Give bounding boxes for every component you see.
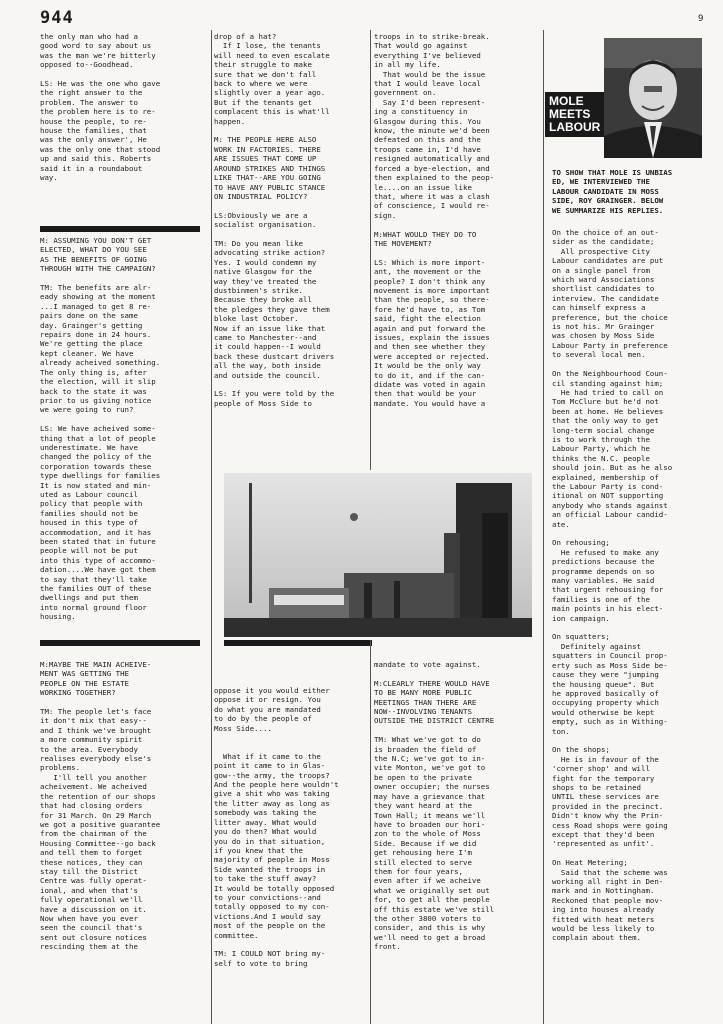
divider-bar [40, 226, 200, 232]
col3-top-text: troops in to strike-break. That would go against everything I've believed in all my life. That would be the issue that I would leave local government on. Say I'd been represent- ing a constituency in Glasgow during this. You know, the minute we'd been defeated on this and the troops came in, I'd have resigned automatically and forced a bye-election, and then explained to the peop- le....on an issue like that, where it was a clash of conscience, I would re- sign. M:WHAT WOULD THEY DO TO THE MOVEMENT? LS: Which is more import- ant, the movement or the people? I don't think any movement is more important than the people, so there- fore he'd have to, as Tom said, fight the election again and put forward the issues, explain the issues and then see whether they were accepted or rejected. It would be the only way to do it, and if the can- didate was voted in again then that would be your mandate. You would have a [374, 32, 495, 408]
divider-bar [224, 640, 372, 646]
col1-mid-text: M: ASSUMING YOU DON'T GET ELECTED, WHAT DO YOU SEE AS THE BENEFITS OF GOING THROUGH WITH THE CAMPAIGN? TM: The benefits are alr- eady showing at the moment ...I managed to get 8 re- pairs done on the same day. Grainger's getting repairs done in 24 hours. We're getting the place kept cleaner. We have already acheived something. The only thing is, after the election, will it slip back to the state it was prior to us giving notice we were going to run? LS: We have acheived some- thing that a lot of people underestimate. We have changed the policy of the corporation towards these type dwellings for families It is now stated and min- uted as Labour council policy that people with families should not be housed in this type of accommodation, and it has been stated that in future people will not be put into this type of accommo- dation....We have got them to say that they'll take the families OUT of these dwellings and put them into normal ground floor housing. [40, 236, 161, 622]
col1-top-text: the only man who had a good word to say about us was the man we're bitterly opposed to--Goodhead. LS: He was the one who gave the right answer to the problem. The answer to the problem here is to re- house the people, to re- house the families, that was the only answer', He was the only one that stood up and said this. Roberts said it in a roundabout way. [40, 32, 161, 183]
divider-bar [40, 640, 200, 646]
headline-box [545, 92, 607, 137]
column-rule [211, 30, 212, 1024]
column-rule [543, 30, 544, 1024]
col2-top-text: drop of a hat? If I lose, the tenants will need to even escalate their struggle to make sure that we don't fall back to where we were slightly over a year ago. But if the tenants get complacent this is what'll happen. M: THE PEOPLE HERE ALSO WORK IN FACTORIES. THERE ARE ISSUES THAT COME UP AROUND STRIKES AND THINGS LIKE THAT--ARE YOU GOING TO HAVE ANY PUBLIC STANCE ON INDUSTRIAL POLICY? LS:Obviously we are a socialist organisation. TM: Do you mean like advocating strike action? Yes. I would condemn my native Glasgow for the way they've treated the dustbinmen's strike. Because they broke all the pledges they gave them bloke last October. Now if an issue like that came to Manchester--and it could happen--I would back these dustcart drivers all the way, both inside and outside the council. LS: If you were told by the people of Moss Side to [214, 32, 335, 408]
col4-body-text: On the choice of an out- sider as the candidate; All prospective City Labour candidates are put on a single panel from which ward Associations shortlist candidates to interview. The candidate can himself express a preference, but the choice is not his. Mr Grainger was chosen by Moss Side Labour Party in preference to several local men. On the Neighbourhood Coun- cil standing against him; He had tried to call on Tom McClure but he'd not been at home. He believes that the only way to get long-term social change is to work through the Labour Party, which he thinks the N.C. people should join. But as he also explained, membership of the Labour Party is cond- itional on NOT supporting anybody who stands against an official Labour candid- ate. On rehousing; He refused to make any predictions because the programme depends on so many variables. He said that urgent rehousing for families is one of the main points in his elect- ion campaign. On squatters; Definitely against squatters in Council prop- erty such as Moss Side be- cause they were "jumping the housing queue". But he approved basically of occupying property which would otherwise be kept empty, such as in Withing- ton. On the shops; He is in favour of the 'corner shop' and will fight for the temporary shops to be retained UNTIL these services are provided in the precinct. Didn't know why the Prin- cess Road shops were going except that they'd been 'represented as unfit'. On Heat Metering; Said that the scheme was working all right in Den- mark and in Nottingham. Reckoned that people mov- ing into houses already fitted with heat meters would be less likely to complain about them. [552, 228, 673, 943]
headline-line-3: LABOUR [549, 120, 601, 134]
page-number: 944 [40, 8, 74, 28]
headline-line-2: MEETS [549, 107, 591, 121]
col3-bottom-text: mandate to vote against. M:CLEARLY THERE WOULD HAVE TO BE MANY MORE PUBLIC MEETINGS THAN THERE ARE NOW--INVOLVING TENANTS OUTSIDE THE DISTRICT CENTRE TM: What we've got to do is broaden the field of the N.C; we've got to in- vite Monton, we've got to be open to the private owner occupier; the nurses may have a grievance that they want heard at the Town Hall; it means we'll have to broaden our hori- zon to the whole of Moss Side. Because if we did get rehousing here I'm still elected to serve them for four years, even after if we acheive what we originally set out for, to get all the people off this estate we've still the other 3800 voters to consider, and this is why we'll need to get a broad front. [374, 660, 495, 952]
col2-bottom-text: oppose it you would either oppose it or resign. You do what you are mandated to do by the people of Moss Side.... What if it came to the point it came to in Glas- gow--the army, the troops? And the people here wouldn't give a shit who was taking the litter away as long as somebody was taking the litter away. What would you do then? What would you do in that situation, if you knew that the majority of people in Moss Side wanted the troops in to take the stuff away? It would be totally opposed to your convictions--and totally opposed to my con- victions.And I would say most of the people on the committee. TM: I COULD NOT bring my- self to vote to bring [214, 686, 339, 968]
corner-mark: 9 [698, 14, 704, 24]
estate-photo [224, 473, 532, 637]
portrait-photo [604, 38, 702, 158]
col1-bottom-text: M:MAYBE THE MAIN ACHEIVE- MENT WAS GETTING THE PEOPLE ON THE ESTATE WORKING TOGETHER? TM: The people let's face it don't mix that easy-- and I think we've brought a more community spirit to the area. Everybody realises everybody else's problems. I'll tell you another acheivement. We acheived the retention of our shops that had closing orders for 31 March. On 29 March we got a positive guarantee from the chairman of the Housing Committee--go back and tell them to forget these notices, they can stay till the District Centre was fully operat- ional, and when that's fully operational we'll have a discussion on it. Now when have you ever seen the council that's sent out closure notices rescinding them at the [40, 660, 161, 952]
headline-line-1: MOLE [549, 94, 584, 108]
column-rule [370, 640, 371, 1024]
col4-intro-text: TO SHOW THAT MOLE IS UNBIAS ED, WE INTERVIEWED THE LABOUR CANDIDATE IN MOSS SIDE, ROY GRAINGER. BELOW WE SUMMARIZE HIS REPLIES. [552, 168, 673, 215]
column-rule [370, 30, 371, 470]
